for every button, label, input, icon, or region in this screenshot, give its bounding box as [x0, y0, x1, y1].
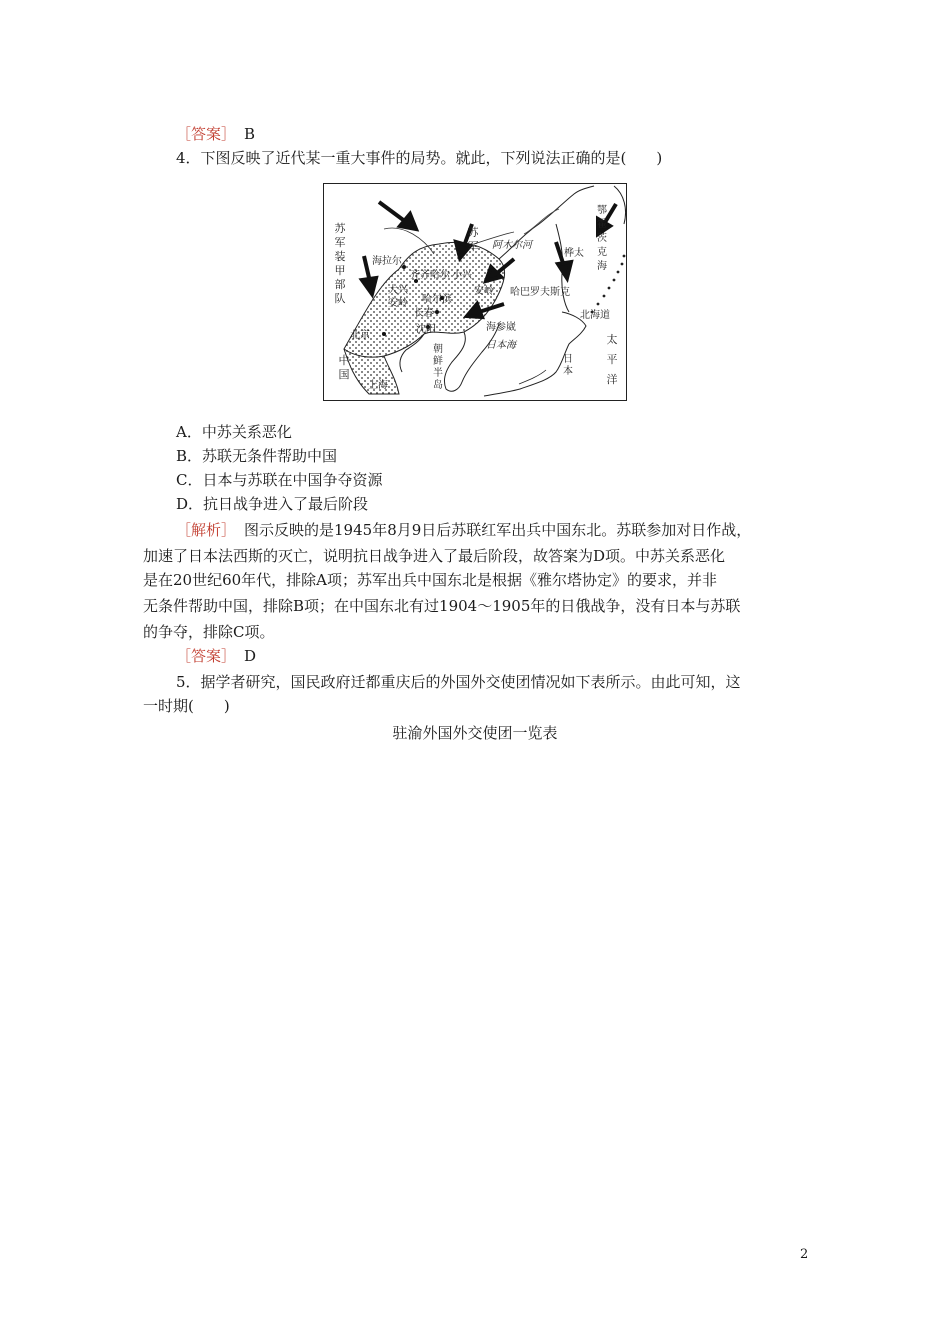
map-label-shanghai: 上海 [368, 380, 388, 391]
map-label-shenyang: 沈阳 [416, 324, 436, 335]
map-label-amur: 阿木尔河 [492, 240, 532, 251]
map-label-daxinganling: 大兴安岭 [388, 285, 408, 309]
map-label-soviet-army: 苏军 [467, 226, 479, 253]
map-label-china: 中国 [338, 354, 350, 381]
analysis-line-2: 加速了日本法西斯的灭亡，说明抗日战争进入了最后阶段，故答案为D项。中苏关系恶化 [143, 547, 726, 565]
historical-map [323, 183, 627, 401]
map-label-hailar: 海拉尔 [372, 256, 402, 267]
option-d: D．抗日战争进入了最后阶段 [176, 495, 369, 513]
option-b: B．苏联无条件帮助中国 [176, 447, 338, 465]
map-label-pacific: 太平洋 [606, 333, 618, 386]
table-caption: 驻渝外国外交使团一览表 [392, 724, 558, 742]
question-4-stem: 4．下图反映了近代某一重大事件的局势。就此，下列说法正确的是( ) [176, 149, 663, 167]
map-label-xiaoxing: 小兴 [452, 270, 472, 281]
map-label-okhotsk: 鄂霍茨克海 [597, 205, 607, 272]
analysis-label: ［解析］ [176, 521, 237, 539]
map-label-qiqihar: 齐齐哈尔 [410, 270, 450, 281]
question-5-stem-line-2: 一时期( ) [143, 697, 230, 715]
analysis-text-1: 图示反映的是1945年8月9日后苏联红军出兵中国东北。苏联参加对日作战， [244, 521, 752, 539]
analysis-line-3: 是在20世纪60年代，排除A项；苏军出兵中国东北是根据《雅尔塔协定》的要求，并非 [143, 571, 718, 589]
page-number: 2 [800, 1247, 809, 1262]
analysis-line-4: 无条件帮助中国，排除B项；在中国东北有过1904～1905年的日俄战争，没有日本与苏联 [143, 597, 741, 615]
analysis-line-5: 的争夺，排除C项。 [143, 623, 275, 641]
map-label-harbin: 哈尔滨 [422, 294, 452, 305]
map-label-korea: 朝鲜半岛 [433, 344, 443, 391]
answer-label: ［答案］ [176, 125, 237, 143]
answer-value: B [244, 125, 256, 143]
map-label-soviet-armor: 苏军装甲部队 [334, 222, 346, 305]
answer-label: ［答案］ [176, 647, 237, 665]
q4-answer-line [176, 646, 256, 666]
question-5-stem-line-1: 5．据学者研究，国民政府迁都重庆后的外国外交使团情况如下表所示。由此可知，这 [176, 673, 741, 691]
answer-value: D [244, 647, 257, 665]
map-label-sea-of-japan: 日本海 [486, 340, 516, 351]
q3-answer-line [176, 124, 255, 144]
option-a: A．中苏关系恶化 [176, 423, 292, 441]
map-label-anling: 安岭 [474, 286, 494, 297]
option-c: C．日本与苏联在中国争夺资源 [176, 471, 383, 489]
map-label-vladivostok: 海参崴 [486, 322, 516, 333]
analysis-line-1 [176, 520, 751, 540]
map-label-japan: 日本 [563, 354, 573, 377]
map-label-hokkaido: 北海道 [580, 310, 610, 321]
map-label-khabarovsk: 哈巴罗夫斯克 [510, 287, 570, 298]
map-label-sakhalin: 桦太 [564, 248, 584, 259]
map-label-changchun: 长春 [414, 308, 434, 319]
map-label-beijing: 北京 [350, 330, 370, 341]
